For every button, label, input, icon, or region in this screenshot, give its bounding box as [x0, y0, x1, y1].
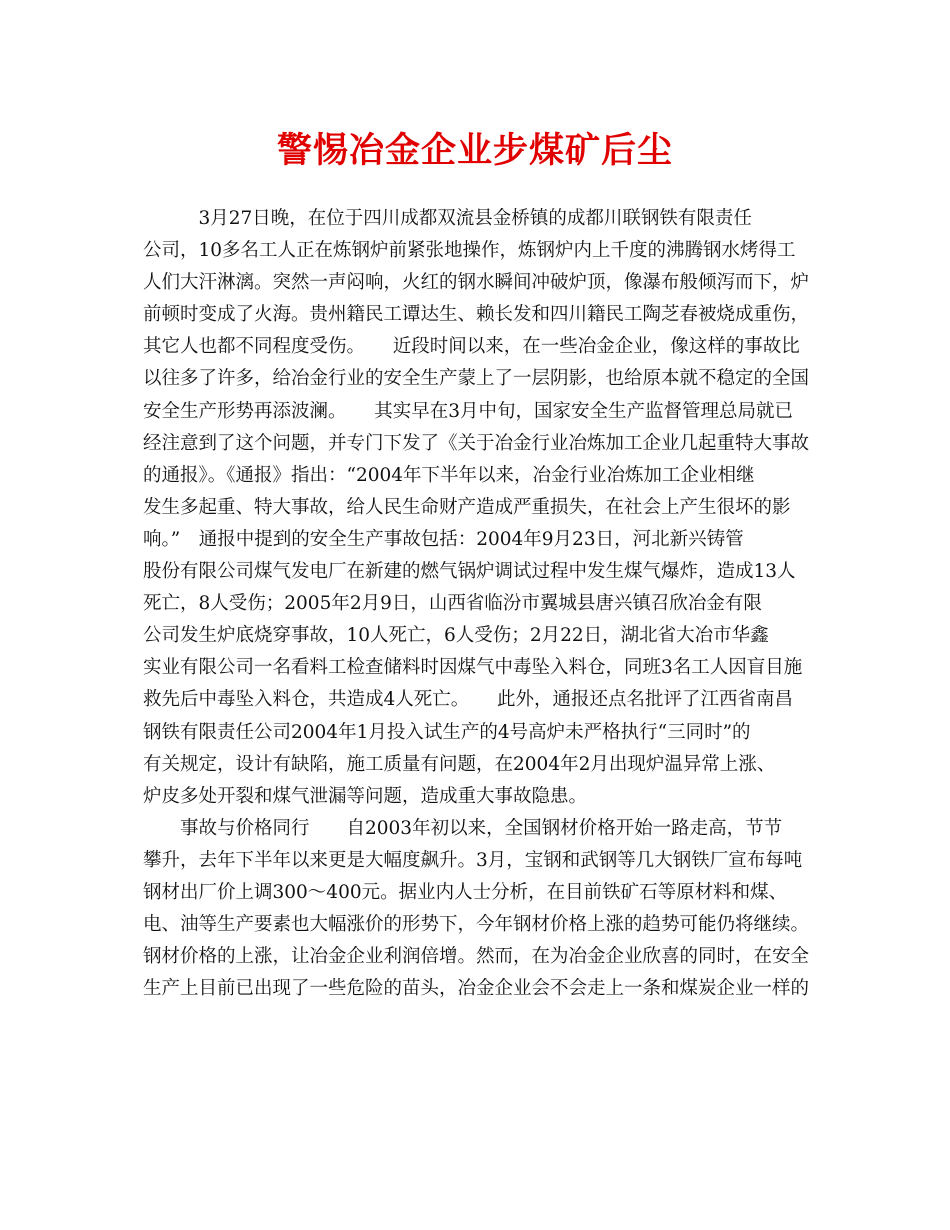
text-line: 实业有限公司一名看料工检查储料时因煤气中毒坠入料仓，同班3名工人因盲目施	[143, 657, 803, 679]
text-line: 前顿时变成了火海。贵州籍民工谭达生、赖长发和四川籍民工陶芝春被烧成重伤，	[143, 304, 810, 326]
text-line: 钢材价格的上涨，让冶金企业利润倍增。然而，在为冶金企业欣喜的同时，在安全	[143, 946, 810, 968]
text-line: 以往多了许多，给冶金行业的安全生产蒙上了一层阴影，也给原本就不稳定的全国	[143, 368, 810, 390]
text-line: 发生多起重、特大事故，给人民生命财产造成严重损失，在社会上产生很坏的影	[143, 496, 791, 518]
text-line: 响。” 通报中提到的安全生产事故包括：2004年9月23日，河北新兴铸管	[143, 528, 744, 550]
text-line: 攀升，去年下半年以来更是大幅度飙升。3月，宝钢和武钢等几大钢铁厂宣布每吨	[143, 849, 803, 871]
text-line: 生产上目前已出现了一些危险的苗头，冶金企业会不会走上一条和煤炭企业一样的	[143, 978, 810, 1000]
text-line: 人们大汗淋漓。突然一声闷响，火红的钢水瞬间冲破炉顶，像瀑布般倾泻而下，炉	[143, 272, 810, 294]
text-line: 钢材出厂价上调300～400元。据业内人士分析，在目前铁矿石等原材料和煤、	[143, 881, 788, 903]
text-line: 有关规定，设计有缺陷，施工质量有问题，在2004年2月出现炉温异常上涨、	[143, 753, 776, 775]
text-line: 炉皮多处开裂和煤气泄漏等问题，造成重大事故隐患。	[143, 785, 588, 807]
text-line: 公司发生炉底烧穿事故，10人死亡，6人受伤；2月22日，湖北省大冶市华鑫	[143, 625, 769, 647]
text-line: 电、油等生产要素也大幅涨价的形势下，今年钢材价格上涨的趋势可能仍将继续。	[143, 914, 810, 936]
text-line: 股份有限公司煤气发电厂在新建的燃气锅炉调试过程中发生煤气爆炸，造成13人	[143, 561, 796, 583]
text-line: 的通报》。《通报》指出：“2004年下半年以来，冶金行业冶炼加工企业相继	[143, 464, 755, 486]
text-line: 其它人也都不同程度受伤。 近段时间以来，在一些冶金企业，像这样的事故比	[143, 336, 800, 358]
text-line: 事故与价格同行 自2003年初以来，全国钢材价格开始一路走高，节节	[143, 817, 783, 839]
page-title: 警惕冶金企业步煤矿后尘	[276, 131, 673, 171]
text-line: 救先后中毒坠入料仓，共造成4人死亡。 此外，通报还点名批评了江西省南昌	[143, 689, 794, 711]
text-line: 公司，10多名工人正在炼钢炉前紧张地操作，炼钢炉内上千度的沸腾钢水烤得工	[143, 240, 796, 262]
article-body	[143, 203, 813, 1005]
text-line: 钢铁有限责任公司2004年1月投入试生产的4号高炉未严格执行“三同时”的	[143, 721, 751, 743]
text-line: 3月27日晚，在位于四川成都双流县金桥镇的成都川联钢铁有限责任	[143, 208, 752, 229]
text-line: 安全生产形势再添波澜。 其实早在3月中旬，国家安全生产监督管理总局就已	[143, 400, 794, 422]
text-line: 死亡，8人受伤；2005年2月9日，山西省临汾市翼城县唐兴镇召欣冶金有限	[143, 593, 762, 615]
text-line: 经注意到了这个问题，并专门下发了《关于冶金行业冶炼加工企业几起重特大事故	[143, 432, 810, 454]
